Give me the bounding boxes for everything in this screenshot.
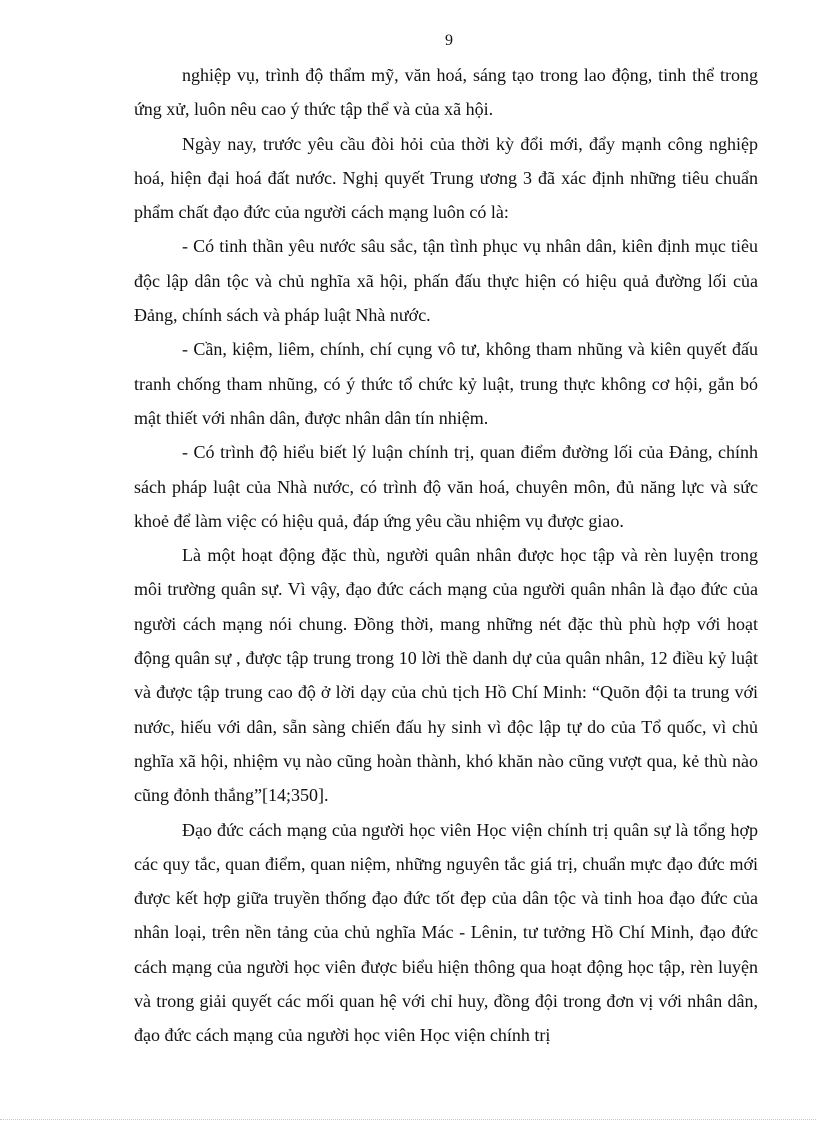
page-bottom-divider (0, 1119, 816, 1120)
paragraph-hoc-vien: Đạo đức cách mạng của người học viên Học viện chính trị quân sự là tổng hợp các quy tắc, quan điểm, quan niệm, những nguyên tắc giá trị, chuẩn mực đạo đức mới được kết hợp giữa truyền thống đạo đức tốt đẹp của dân tộc và tinh hoa đạo đức của nhân loại, trên nền tảng của chủ nghĩa Mác - Lênin, tư tưởng Hồ Chí Minh, đạo đức cách mạng của người học viên được biểu hiện thông qua hoạt động học tập, rèn luyện và trong giải quyết các mối quan hệ với chỉ huy, đồng đội trong đơn vị với nhân dân, đạo đức cách mạng của người học viên Học viện chính trị (134, 819, 758, 1046)
list-item-trinh-do: - Có trình độ hiểu biết lý luận chính trị, quan điểm đường lối của Đảng, chính sách pháp luật của Nhà nước, có trình độ văn hoá, chuyên môn, đủ năng lực và sức khoẻ để làm việc có hiệu quả, đáp ứng yêu cầu nhiệm vụ được giao. (134, 442, 758, 531)
list-item-yeu-nuoc: - Có tinh thần yêu nước sâu sắc, tận tình phục vụ nhân dân, kiên định mục tiêu độc lập dân tộc và chủ nghĩa xã hội, phấn đấu thực hiện có hiệu quả đường lối của Đảng, chính sách và pháp luật Nhà nước. (134, 236, 758, 326)
paragraph-continuation: nghiệp vụ, trình độ thẩm mỹ, văn hoá, sáng tạo trong lao động, tinh thể trong ứng xử, luôn nêu cao ý thức tập thể và của xã hội. (134, 65, 758, 120)
paragraph-quan-nhan: Là một hoạt động đặc thù, người quân nhân được học tập và rèn luyện trong môi trường quân sự. Vì vậy, đạo đức cách mạng của người quân nhân là đạo đức của người cách mạng nói chung. Đồng thời, mang những nét đặc thù phù hợp với hoạt động quân sự , được tập trung trong 10 lời thề danh dự của quân nhân, 12 điều kỷ luật và được tập trung cao độ ở lời dạy của chủ tịch Hồ Chí Minh: “Quõn đội ta trung với nước, hiếu với dân, sẵn sàng chiến đấu hy sinh vì độc lập tự do của Tổ quốc, vì chủ nghĩa xã hội, nhiệm vụ nào cũng hoàn thành, khó khăn nào cũng vượt qua, kẻ thù nào cũng đỏnh thắng”[14;350]. (134, 545, 758, 806)
document-body (134, 58, 758, 1053)
list-item-can-kiem: - Cần, kiệm, liêm, chính, chí cụng vô tư, không tham nhũng và kiên quyết đấu tranh chống tham nhũng, có ý thức tổ chức kỷ luật, trung thực không cơ hội, gắn bó mật thiết với nhân dân, được nhân dân tín nhiệm. (134, 339, 758, 428)
paragraph-nghi-quyet: Ngày nay, trước yêu cầu đòi hỏi của thời kỳ đổi mới, đẩy mạnh công nghiệp hoá, hiện đại hoá đất nước. Nghị quyết Trung ương 3 đã xác định những tiêu chuẩn phẩm chất đạo đức của người cách mạng luôn có là: (134, 133, 758, 223)
page-number: 9 (445, 32, 453, 49)
